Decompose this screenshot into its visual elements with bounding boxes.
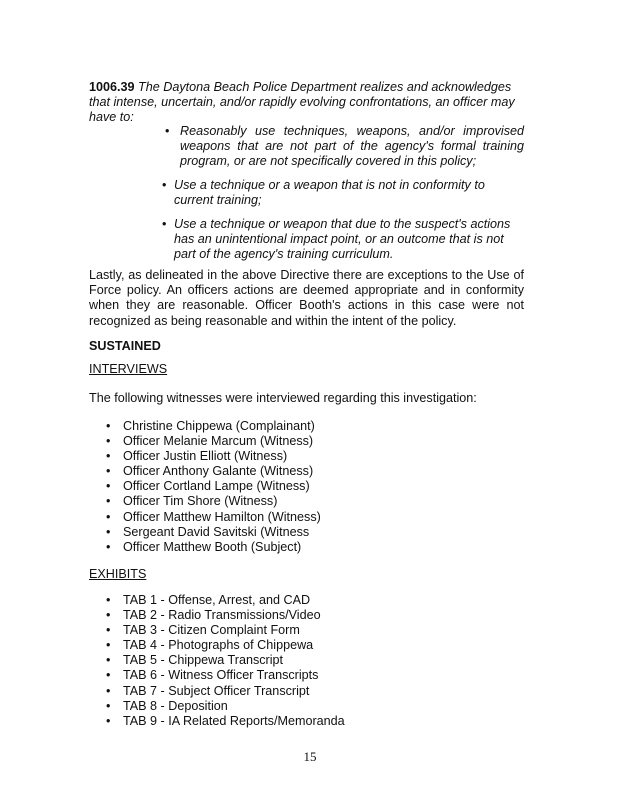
list-item: • TAB 6 - Witness Officer Transcripts — [106, 668, 345, 683]
list-item: • Officer Matthew Booth (Subject) — [106, 540, 321, 555]
sub-item-2 — [162, 178, 524, 208]
list-item: • Officer Justin Elliott (Witness) — [106, 449, 321, 464]
list-item: • TAB 8 - Deposition — [106, 699, 345, 714]
exhibits-heading: EXHIBITS — [89, 567, 147, 581]
sub-item-text: Reasonably use techniques, weapons, and/or improvised weapons that are not part of the agency's formal training program, or are not specifically covered in this policy; — [180, 124, 524, 169]
list-item: • TAB 4 - Photographs of Chippewa — [106, 638, 345, 653]
list-item: • Christine Chippewa (Complainant) — [106, 419, 321, 434]
list-item: • Officer Melanie Marcum (Witness) — [106, 434, 321, 449]
list-item: • Officer Cortland Lampe (Witness) — [106, 479, 321, 494]
interviews-lead: The following witnesses were interviewed regarding this investigation: — [89, 391, 477, 405]
list-item: • Officer Anthony Galante (Witness) — [106, 464, 321, 479]
list-item: • Officer Matthew Hamilton (Witness) — [106, 510, 321, 525]
page-number: 15 — [303, 749, 317, 764]
list-item: • TAB 2 - Radio Transmissions/Video — [106, 608, 345, 623]
sub-item-text: Use a technique or weapon that due to the suspect's actions has an unintentional impact point, or an outcome that is not part of the agency's training curriculum. — [174, 217, 511, 262]
closing-paragraph: Lastly, as delineated in the above Directive there are exceptions to the Use of Force policy. An officers actions are deemed appropriate and in conformity when they are reasonable. Officer Booth's actions in this case were not recognized as being reasonable and within the intent of the policy. — [89, 268, 524, 328]
list-item: • TAB 3 - Citizen Complaint Form — [106, 623, 345, 638]
list-item: • TAB 9 - IA Related Reports/Memoranda — [106, 714, 345, 729]
intro-text: The Daytona Beach Police Department realizes and acknowledges that intense, uncertain, and/or rapidly evolving confrontations, an officer may have to: — [89, 80, 515, 125]
interviews-heading: INTERVIEWS — [89, 362, 168, 376]
sub-item-1 — [165, 124, 524, 170]
list-item: • Officer Tim Shore (Witness) — [106, 494, 321, 509]
section-number: 1006.39 — [89, 80, 135, 94]
finding-heading: SUSTAINED — [89, 339, 161, 353]
intro-paragraph — [89, 80, 529, 126]
exhibit-list — [106, 593, 345, 729]
bullet-icon: • — [162, 217, 167, 231]
list-item: • Sergeant David Savitski (Witness — [106, 525, 321, 540]
sub-item-3 — [162, 217, 524, 263]
bullet-icon: • — [165, 124, 170, 138]
list-item: • TAB 7 - Subject Officer Transcript — [106, 684, 345, 699]
witness-list — [106, 419, 321, 555]
sub-item-text: Use a technique or a weapon that is not in conformity to current training; — [174, 178, 485, 208]
bullet-icon: • — [162, 178, 167, 192]
list-item: • TAB 5 - Chippewa Transcript — [106, 653, 345, 668]
list-item: • TAB 1 - Offense, Arrest, and CAD — [106, 593, 345, 608]
